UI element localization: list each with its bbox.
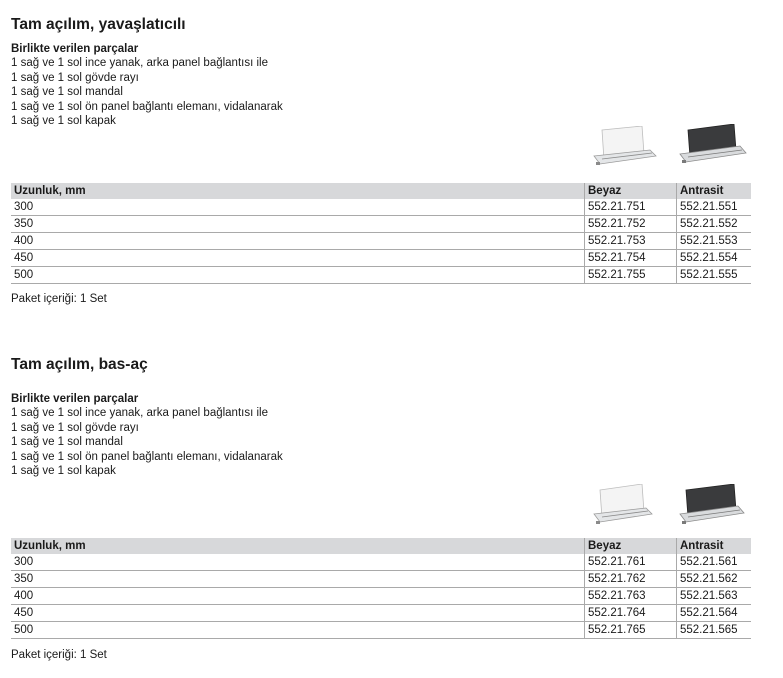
table-row	[11, 199, 751, 216]
article-number-cell: 552.21.552	[677, 216, 752, 233]
length-cell: 450	[11, 250, 585, 267]
section-push-to-open	[11, 356, 751, 479]
column-header-white: Beyaz	[585, 538, 677, 554]
article-number-cell: 552.21.761	[585, 554, 677, 571]
article-table	[11, 183, 751, 284]
table-header-row	[11, 183, 751, 199]
length-cell: 300	[11, 199, 585, 216]
article-number-cell: 552.21.763	[585, 588, 677, 605]
drawer-side-anthracite-image	[676, 484, 746, 530]
column-header-anthracite: Antrasit	[677, 538, 752, 554]
table-row	[11, 233, 751, 250]
article-number-cell: 552.21.563	[677, 588, 752, 605]
package-contents: Paket içeriği: 1 Set	[11, 293, 107, 305]
article-number-cell: 552.21.754	[585, 250, 677, 267]
section-soft-close	[11, 16, 751, 129]
article-table	[11, 538, 751, 639]
column-header-length: Uzunluk, mm	[11, 183, 585, 199]
parts-item: 1 sağ ve 1 sol ince yanak, arka panel bağlantısı ile	[11, 407, 268, 419]
article-number-cell: 552.21.751	[585, 199, 677, 216]
parts-item: 1 sağ ve 1 sol kapak	[11, 465, 116, 477]
length-cell: 300	[11, 554, 585, 571]
article-number-cell: 552.21.562	[677, 571, 752, 588]
length-cell: 350	[11, 216, 585, 233]
parts-item: 1 sağ ve 1 sol mandal	[11, 86, 123, 98]
drawer-side-white-image	[590, 126, 660, 170]
table-row	[11, 605, 751, 622]
table-header-row	[11, 538, 751, 554]
table-row	[11, 622, 751, 639]
package-contents: Paket içeriği: 1 Set	[11, 649, 107, 661]
table-row	[11, 554, 751, 571]
table-row	[11, 588, 751, 605]
length-cell: 500	[11, 267, 585, 284]
parts-item: 1 sağ ve 1 sol gövde rayı	[11, 421, 139, 434]
length-cell: 450	[11, 605, 585, 622]
article-number-cell: 552.21.555	[677, 267, 752, 284]
article-number-cell: 552.21.752	[585, 216, 677, 233]
article-number-cell: 552.21.765	[585, 622, 677, 639]
article-number-cell: 552.21.561	[677, 554, 752, 571]
drawer-side-white-image	[590, 484, 654, 530]
length-cell: 400	[11, 588, 585, 605]
column-header-length: Uzunluk, mm	[11, 538, 585, 554]
article-number-cell: 552.21.564	[677, 605, 752, 622]
article-number-cell: 552.21.762	[585, 571, 677, 588]
parts-item: 1 sağ ve 1 sol gövde rayı	[11, 71, 139, 84]
parts-item: 1 sağ ve 1 sol ön panel bağlantı elemanı, vidalanarak	[11, 100, 283, 113]
drawer-side-anthracite-image	[676, 124, 748, 170]
parts-item: 1 sağ ve 1 sol ince yanak, arka panel bağlantısı ile	[11, 57, 268, 69]
parts-heading: Birlikte verilen parçalar	[11, 393, 139, 405]
article-number-cell: 552.21.565	[677, 622, 752, 639]
section-title: Tam açılım, bas-aç	[11, 356, 148, 373]
article-number-cell: 552.21.554	[677, 250, 752, 267]
column-header-anthracite: Antrasit	[677, 183, 752, 199]
table-row	[11, 250, 751, 267]
table-row	[11, 267, 751, 284]
table-row	[11, 571, 751, 588]
article-number-cell: 552.21.753	[585, 233, 677, 250]
parts-item: 1 sağ ve 1 sol kapak	[11, 115, 116, 127]
parts-item: 1 sağ ve 1 sol mandal	[11, 436, 123, 448]
article-number-cell: 552.21.551	[677, 199, 752, 216]
article-number-cell: 552.21.755	[585, 267, 677, 284]
section-title: Tam açılım, yavaşlatıcılı	[11, 16, 186, 33]
column-header-white: Beyaz	[585, 183, 677, 199]
length-cell: 350	[11, 571, 585, 588]
parts-item: 1 sağ ve 1 sol ön panel bağlantı elemanı, vidalanarak	[11, 450, 283, 463]
length-cell: 400	[11, 233, 585, 250]
parts-heading: Birlikte verilen parçalar	[11, 43, 139, 55]
length-cell: 500	[11, 622, 585, 639]
article-number-cell: 552.21.764	[585, 605, 677, 622]
article-number-cell: 552.21.553	[677, 233, 752, 250]
table-row	[11, 216, 751, 233]
